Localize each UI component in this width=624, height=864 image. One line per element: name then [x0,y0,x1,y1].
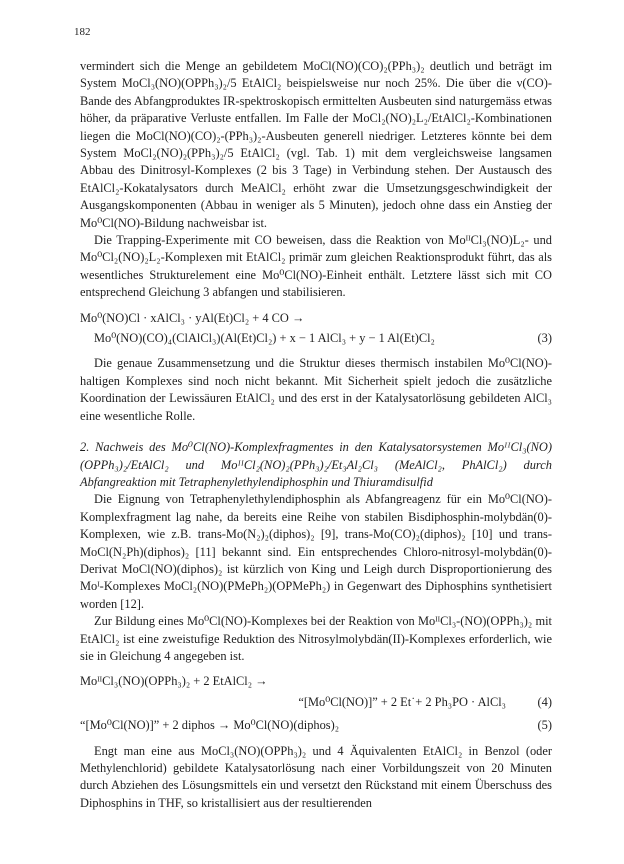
equation-3-text-1: Mo⁰(NO)Cl · xAlCl₃ · yAl(Et)Cl₂ + 4 CO → [80,310,305,325]
paragraph-4: Die Eignung von Tetraphenylethylendiphosphin als Abfangreagenz für ein Mo⁰Cl(NO)-Komplexfragment lag nahe, da bereits eine Reihe von stabilen Bisdiphosphin-molybdän(0)-Komplexen, wie z.B. trans-Mo(N₂)₂(diphos)₂ [9], trans-Mo(CO)₂(diphos)₂ [10] und trans-MoCl(N₂Ph)(diphos)₂ [11] bekannt sind. Ein entsprechendes Chloro-nitrosyl-molybdän(0)-Derivat MoCl(NO)(diphos)₂ ist kürzlich von King und Leigh durch Disproportionierung des Moᴵ-Komplexes MoCl₂(NO)(PMePh₂)(OPMePh₂) in Gegenwart des Diphosphins synthetisiert worden [12]. [80,492,552,611]
equation-3-line-1 [80,310,552,327]
equation-5-number: (5) [537,718,552,733]
paragraph-3: Die genaue Zusammensetzung und die Struktur dieses thermisch instabilen Mo⁰Cl(NO)-haltigen Komplexes sind noch nicht bekannt. Mit Sicherheit spielt jedoch die zusätzliche Koordination der Lewissäuren EtAlCl₂ und des erst in der Katalysatorlösung gebildeten AlCl₃ eine wesentliche Rolle. [80,356,552,423]
page-number: 182 [74,26,91,38]
equation-3-line-2 [80,330,552,347]
paragraph-6: Engt man eine aus MoCl₃(NO)(OPPh₃)₂ und 4 Äquivalenten EtAlCl₂ in Benzol (oder Methylenchlorid) gebildete Katalysatorlösung nach einer Vorbildungszeit von 20 Minuten durch Abziehen des Lösungsmittels ein und versetzt den Rückstand mit einem Überschuss des Diphosphins in THF, so kristallisiert aus der resultierenden [80,743,552,810]
paragraph-2: Die Trapping-Experimente mit CO beweisen, dass die Reaktion von MoᴵᴵCl₃(NO)L₂- und Mo⁰Cl₂(NO)₂L₂-Komplexen mit EtAlCl₂ primär zum gleichen Reaktionsprodukt führt, das als wesentliches Strukturelement eine Mo⁰Cl(NO)-Einheit enthält. Letztere lässt sich mit CO entsprechend Gleichung 3 abfangen und stabilisieren. [80,233,552,300]
equation-5 [80,717,552,734]
equation-4-number: (4) [537,694,552,709]
text-column [80,58,552,812]
paragraph-1: vermindert sich die Menge an gebildetem MoCl(NO)(CO)₂(PPh₃)₂ deutlich und beträgt im System MoCl₃(NO)(OPPh₃)₂/5 EtAlCl₂ beispielsweise nur noch 25%. Die über die ν(CO)-Bande des Abfangproduktes IR-spektroskopisch ermittelten Ausbeuten sind naturgemäss etwas höher, da präparative Verluste entfallen. Im Falle der MoCl₂(NO)₂L₂/EtAlCl₂-Kombinationen liegen die MoCl(NO)(CO)₂-(PPh₃)₂-Ausbeuten generell niedriger. Letzteres könnte bei dem System MoCl₂(NO)₂(PPh₃)₂/5 EtAlCl₂ (vgl. Tab. 1) mit dem vergleichsweise langsamen Abbau des Dinitrosyl-Komplexes (2 bis 3 Tage) in Verbindung stehen. Der Austausch des EtAlCl₂-Kokatalysators durch MeAlCl₂ erhöht zwar die Umsetzungsgeschwindigkeit der Ausgangskomponenten (Abbau in weniger als 5 Minuten), jedoch ohne dass ein Anstieg der Mo⁰Cl(NO)-Bildung nachweisbar ist. [80,59,552,230]
equation-3-number: (3) [537,331,552,346]
section-heading: 2. Nachweis des Mo⁰Cl(NO)-Komplexfragmentes in den Katalysatorsystemen MoᴵᴵCl₃(NO)(OPPh₃)₂/EtAlCl₂ und MoᴵᴵCl₂(NO)₂(PPh₃)₂/Et₃Al₂Cl₃ (MeAlCl₂, PhAlCl₂) durch Abfangreaktion mit Tetraphenylethylendiphosphin und Thiuramdisulfid [80,440,552,489]
paragraph-5: Zur Bildung eines Mo⁰Cl(NO)-Komplexes bei der Reaktion von MoᴵᴵCl₃-(NO)(OPPh₃)₂ mit EtAlCl₂ ist eine zweistufige Reduktion des Nitrosylmolybdän(II)-Komplexes erforderlich, wie sie in Gleichung 4 angegeben ist. [80,614,552,663]
equation-4-line-1 [80,673,552,690]
equation-4-text-2: “[Mo⁰Cl(NO)]” + 2 Et˙+ 2 Ph₃PO · AlCl₃ [298,694,506,709]
equation-3-text-2: Mo⁰(NO)(CO)₄(ClAlCl₃)(Al(Et)Cl₂) + x − 1 AlCl₃ + y − 1 Al(Et)Cl₂ [94,331,435,346]
equation-4-line-2 [80,694,552,711]
equation-5-text: “[Mo⁰Cl(NO)]” + 2 diphos → Mo⁰Cl(NO)(diphos)₂ [80,718,340,733]
equation-4-text-1: MoᴵᴵCl₃(NO)(OPPh₃)₂ + 2 EtAlCl₂ → [80,674,268,689]
